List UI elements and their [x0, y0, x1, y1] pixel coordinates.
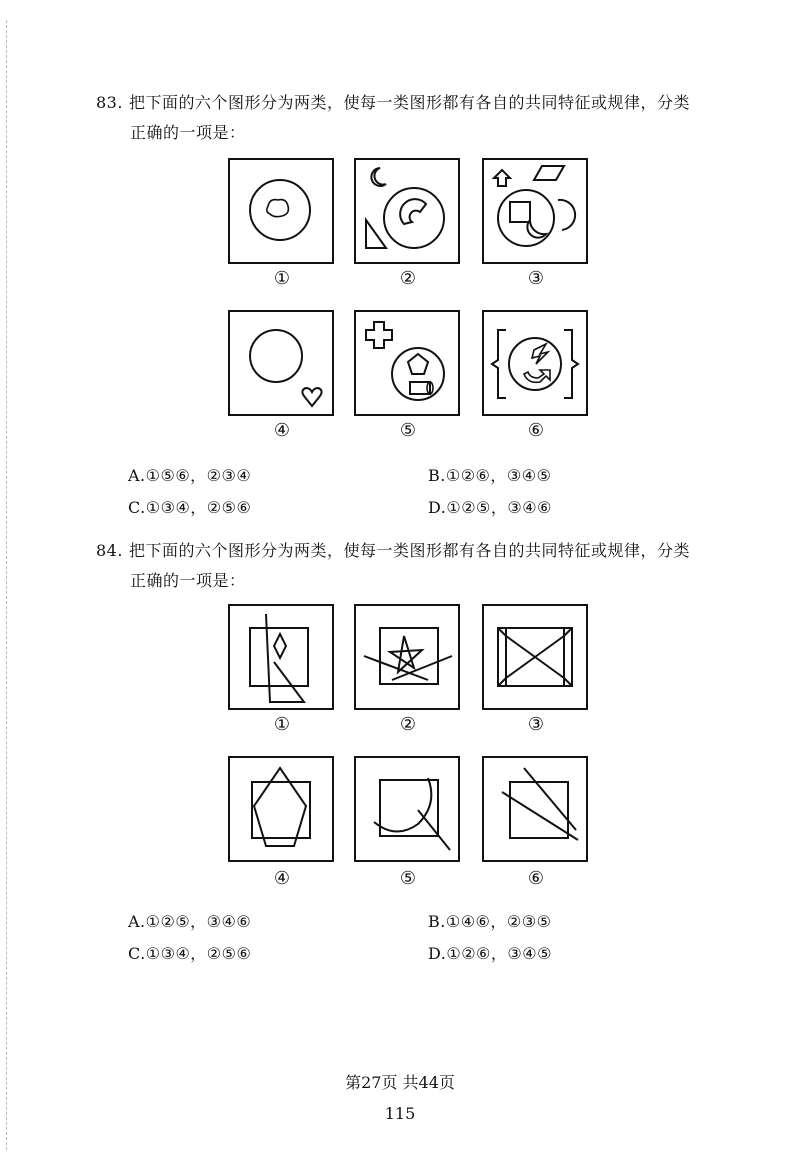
q83-figure-6[interactable]: [482, 310, 588, 416]
question-number: 83.: [96, 93, 123, 112]
figure-label-6: ⑥: [527, 420, 545, 441]
question-line-1: 把下面的六个图形分为两类，使每一类图形都有各自的共同特征或规律，分类: [128, 541, 690, 560]
figure-label-4: ④: [273, 420, 291, 441]
circle-with-pentagon-cylinder-cross-figure: [356, 312, 458, 414]
binding-margin: [6, 20, 8, 1150]
question-83-text: [96, 88, 736, 148]
circle-with-blob-figure: [230, 160, 332, 262]
figure-label-6: ⑥: [527, 868, 545, 889]
figure-label-1: ①: [273, 714, 291, 735]
figure-label-5: ⑤: [399, 868, 417, 889]
circle-with-square-moons-arrow-figure: [484, 160, 586, 262]
q84-figure-2[interactable]: [354, 604, 460, 710]
square-with-parallel-lines-figure: [484, 758, 586, 860]
q83-figure-3[interactable]: [482, 158, 588, 264]
q83-option-b[interactable]: B.①②⑥，③④⑤: [428, 466, 552, 485]
page-number: 115: [384, 1104, 416, 1123]
figure-label-2: ②: [399, 268, 417, 289]
q84-figure-4[interactable]: [228, 756, 334, 862]
q84-option-a[interactable]: A.①②⑤，③④⑥: [128, 912, 252, 931]
figure-label-3: ③: [527, 268, 545, 289]
figure-label-4: ④: [273, 868, 291, 889]
question-line-1: 把下面的六个图形分为两类，使每一类图形都有各自的共同特征或规律，分类: [128, 93, 690, 112]
square-with-pentagon-figure: [230, 758, 332, 860]
question-line-2: 正确的一项是：: [130, 571, 246, 590]
q84-option-b[interactable]: B.①④⑥，②③⑤: [428, 912, 552, 931]
bowtie-cross-figure: [484, 606, 586, 708]
q83-option-a[interactable]: A.①⑤⑥，②③④: [128, 466, 252, 485]
q84-figure-3[interactable]: [482, 604, 588, 710]
q84-figure-5[interactable]: [354, 756, 460, 862]
q83-option-d[interactable]: D.①②⑤，③④⑥: [428, 498, 552, 517]
q83-figure-5[interactable]: [354, 310, 460, 416]
square-with-lines-diamond-figure: [230, 606, 332, 708]
q84-option-d[interactable]: D.①②⑥，③④⑤: [428, 944, 552, 963]
page-info: 第27页 共44页: [345, 1073, 455, 1092]
q84-option-c[interactable]: C.①③④，②⑤⑥: [128, 944, 252, 963]
question-number: 84.: [96, 541, 123, 560]
question-84-text: [96, 536, 736, 596]
square-with-star-lines-figure: [356, 606, 458, 708]
circle-with-arc-moon-triangle-figure: [356, 160, 458, 262]
circle-with-heart-figure: [230, 312, 332, 414]
square-with-arc-line-figure: [356, 758, 458, 860]
q84-figure-6[interactable]: [482, 756, 588, 862]
figure-label-5: ⑤: [399, 420, 417, 441]
figure-label-1: ①: [273, 268, 291, 289]
q83-figure-1[interactable]: [228, 158, 334, 264]
q84-figure-1[interactable]: [228, 604, 334, 710]
q83-figure-2[interactable]: [354, 158, 460, 264]
figure-label-3: ③: [527, 714, 545, 735]
bracketed-circle-with-arrow-figure: [484, 312, 586, 414]
q83-figure-4[interactable]: [228, 310, 334, 416]
figure-label-2: ②: [399, 714, 417, 735]
q83-option-c[interactable]: C.①③④，②⑤⑥: [128, 498, 252, 517]
question-line-2: 正确的一项是：: [130, 123, 246, 142]
